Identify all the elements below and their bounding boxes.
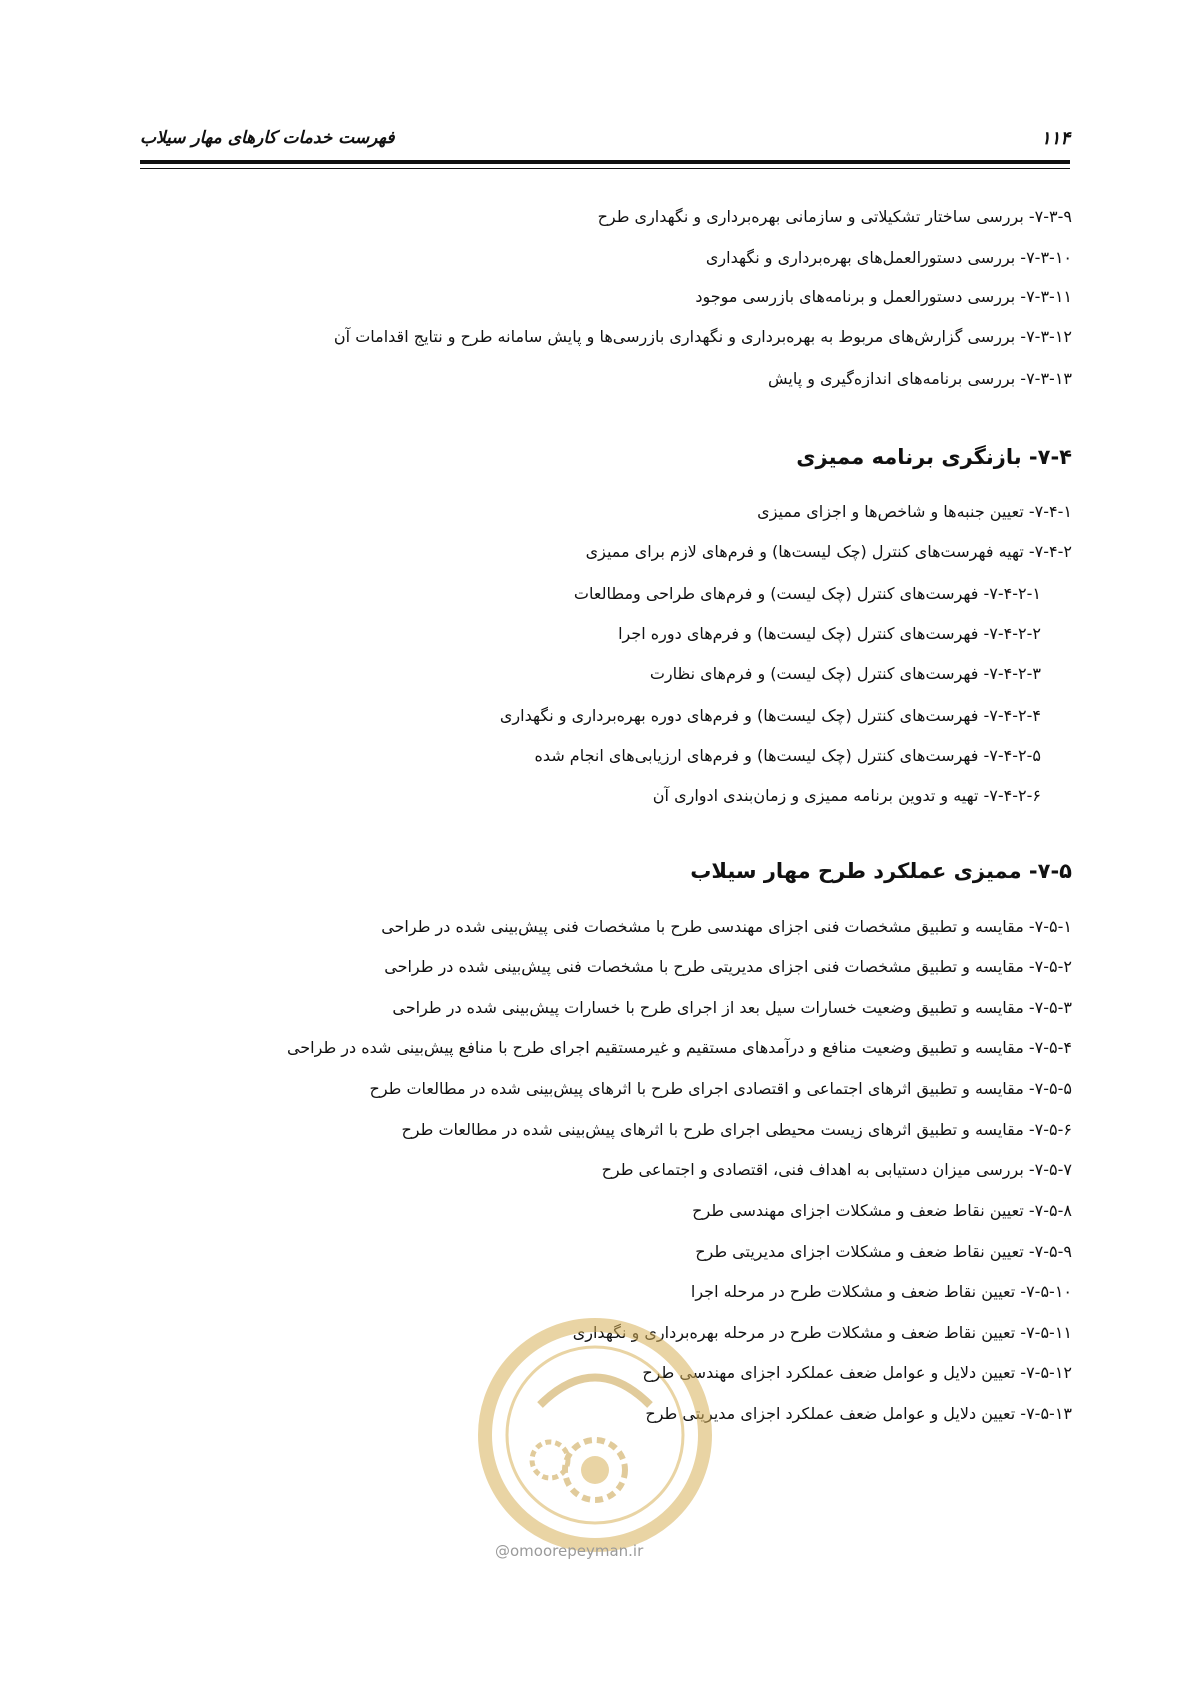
list-item: ۷-۵-۶- مقایسه و تطبیق اثرهای زیست محیطی اجرای طرح با اثرهای پیش‌بینی شده در مطالعات طرح [401,1120,1072,1139]
list-item: ۷-۵-۳- مقایسه و تطبیق وضعیت خسارات سیل بعد از اجرای طرح با خسارات پیش‌بینی شده در طراحی [392,998,1072,1017]
list-subitem: ۷-۴-۲-۲- فهرست‌های کنترل (چک لیست‌ها) و فرم‌های دوره اجرا [618,624,1041,643]
watermark-logo-icon [470,1310,720,1560]
section-heading: ۷-۵- ممیزی عملکرد طرح مهار سیلاب [690,859,1072,883]
list-item: ۷-۵-۷- بررسی میزان دستیابی به اهداف فنی، اقتصادی و اجتماعی طرح [601,1160,1072,1179]
list-item: ۷-۵-۱۱- تعیین نقاط ضعف و مشکلات طرح در مرحله بهره‌برداری و نگهداری [572,1323,1072,1342]
page-header [140,122,1070,162]
list-item: ۷-۵-۴- مقایسه و تطبیق وضعیت منافع و درآمدهای مستقیم و غیرمستقیم اجرای طرح با منافع پیش‌بینی شده در طراحی [286,1038,1072,1057]
header-title: فهرست خدمات کارهای مهار سیلاب [140,128,395,148]
list-item: ۷-۳-۱۳- بررسی برنامه‌های اندازه‌گیری و پایش [767,369,1072,388]
list-item: ۷-۴-۱- تعیین جنبه‌ها و شاخص‌ها و اجزای ممیزی [757,502,1072,521]
list-item: ۷-۳-۹- بررسی ساختار تشکیلاتی و سازمانی بهره‌برداری و نگهداری طرح [597,207,1072,226]
list-item: ۷-۵-۱- مقایسه و تطبیق مشخصات فنی اجزای مهندسی طرح با مشخصات فنی پیش‌بینی شده در طراحی [381,917,1072,936]
list-subitem: ۷-۴-۲-۵- فهرست‌های کنترل (چک لیست‌ها) و فرم‌های ارزیابی‌های انجام شده [534,746,1041,765]
list-item: ۷-۳-۱۱- بررسی دستورالعمل و برنامه‌های بازرسی موجود [695,287,1072,306]
list-item: ۷-۵-۸- تعیین نقاط ضعف و مشکلات اجزای مهندسی طرح [692,1201,1072,1220]
list-subitem: ۷-۴-۲-۱- فهرست‌های کنترل (چک لیست) و فرم‌های طراحی ومطالعات [573,584,1041,603]
list-item: ۷-۵-۵- مقایسه و تطبیق اثرهای اجتماعی و اقتصادی اجرای طرح با اثرهای پیش‌بینی شده در مطالعات طرح [369,1079,1072,1098]
list-item: ۷-۳-۱۲- بررسی گزارش‌های مربوط به بهره‌برداری و نگهداری بازرسی‌ها و پایش سامانه طرح و نتایج اقدامات آن [333,327,1072,346]
list-subitem: ۷-۴-۲-۶- تهیه و تدوین برنامه ممیزی و زمان‌بندی ادواری آن [652,786,1041,805]
watermark-site: @omoorepeyman.ir [495,1542,644,1560]
list-item: ۷-۵-۹- تعیین نقاط ضعف و مشکلات اجزای مدیریتی طرح [695,1242,1072,1261]
list-item: ۷-۵-۱۲- تعیین دلایل و عوامل ضعف عملکرد اجزای مهندسی طرح [642,1363,1072,1382]
header-rule-thin [140,168,1070,169]
list-item: ۷-۳-۱۰- بررسی دستورالعمل‌های بهره‌برداری و نگهداری [705,248,1072,267]
page-number: ۱۱۴ [1040,128,1070,149]
list-item: ۷-۵-۱۳- تعیین دلایل و عوامل ضعف عملکرد اجزای مدیریتی طرح [645,1404,1072,1423]
list-item: ۷-۴-۲- تهیه فهرست‌های کنترل (چک لیست‌ها) و فرم‌های لازم برای ممیزی [585,542,1072,561]
section-heading: ۷-۴- بازنگری برنامه ممیزی [796,445,1072,469]
list-subitem: ۷-۴-۲-۴- فهرست‌های کنترل (چک لیست‌ها) و فرم‌های دوره بهره‌برداری و نگهداری [499,706,1041,725]
list-item: ۷-۵-۱۰- تعیین نقاط ضعف و مشکلات طرح در مرحله اجرا [690,1282,1072,1301]
header-rule-thick [140,160,1070,164]
list-subitem: ۷-۴-۲-۳- فهرست‌های کنترل (چک لیست) و فرم‌های نظارت [649,664,1041,683]
list-item: ۷-۵-۲- مقایسه و تطبیق مشخصات فنی اجزای مدیریتی طرح با مشخصات فنی پیش‌بینی شده در طراحی [384,957,1072,976]
